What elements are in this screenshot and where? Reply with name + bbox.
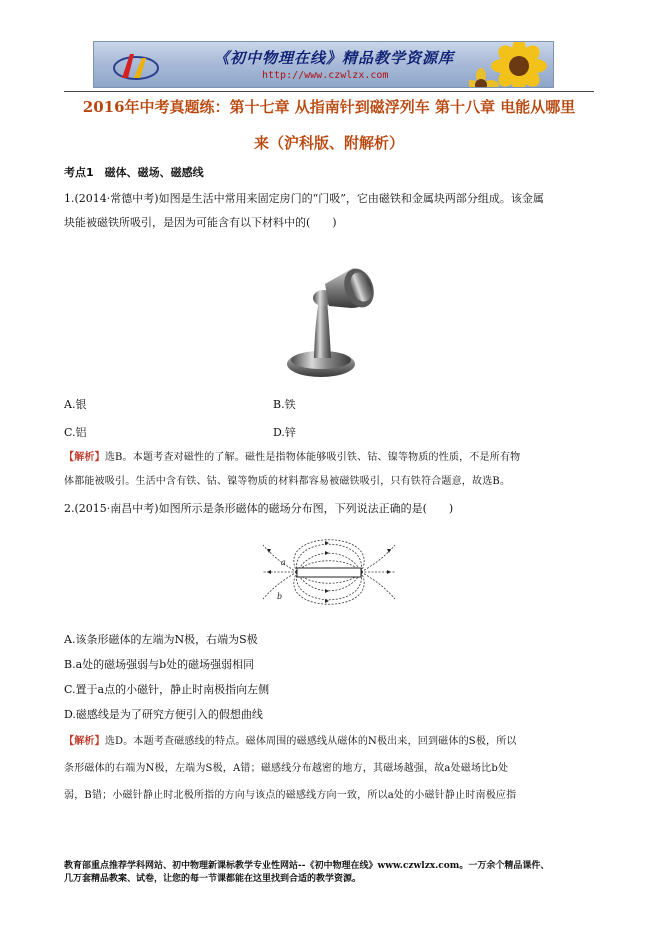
- site-logo-icon: [112, 48, 160, 82]
- q2-analysis-line2: 条形磁体的右端为N极，左端为S极，A错；磁感线分布越密的地方，其磁场越强，故a处磁场比b处: [64, 763, 509, 774]
- q2-analysis-line3: 弱，B错；小磁针静止时北极所指的方向与该点的磁感线方向一致，所以a处的小磁针静止时南极应指: [64, 790, 517, 801]
- q1-stem-line2: 块能被磁铁所吸引，是因为可能含有以下材料中的( ): [64, 216, 337, 229]
- door-stopper-image: [281, 262, 381, 382]
- q2-analysis-tag: 【解析】: [64, 736, 105, 747]
- q1-analysis-text1: 选B。本题考查对磁性的了解。磁性是指物体能够吸引铁、钴、镍等物质的性质，不是所有物: [104, 452, 521, 463]
- label-b: b: [277, 592, 283, 601]
- q1-analysis-line2: 体都能被吸引。生活中含有铁、钴、镍等物质的材料都容易被磁铁吸引，只有铁符合题意，故选B。: [64, 476, 511, 487]
- q1-option-d: D.锌: [273, 426, 296, 439]
- header-divider: [64, 91, 594, 92]
- banner-title: 《初中物理在线》精品教学资源库: [214, 49, 455, 67]
- footer-line2: 几万套精品教案、试卷，让您的每一节课都能在这里找到合适的教学资源。: [64, 874, 362, 884]
- q2-stem: 2.(2015·南昌中考)如图所示是条形磁体的磁场分布图，下列说法正确的是( ): [64, 502, 454, 515]
- q1-option-b: B.铁: [273, 398, 296, 411]
- document-title-line1: 2016年中考真题练：第十七章 从指南针到磁浮列车 第十八章 电能从哪里: [82, 98, 576, 116]
- footer-line1: 教育部重点推荐学科网站、初中物理新课标教学专业性网站--《初中物理在线》www.czwlzx.com。一万余个精品课件、: [64, 861, 550, 871]
- document-title-line2: 来（沪科版、附解析）: [253, 134, 404, 152]
- q2-analysis-text1: 选D。本题考查磁感线的特点。磁体周围的磁感线从磁体的N极出来，回到磁体的S极，所以: [104, 736, 517, 747]
- q2-option-a: A.该条形磁体的左端为N极，右端为S极: [64, 633, 258, 646]
- q1-analysis-tag: 【解析】: [64, 452, 105, 463]
- section-heading: 考点1 磁体、磁场、磁感线: [64, 166, 204, 179]
- page-footer: [64, 860, 604, 886]
- bar-magnet-field-diagram: [259, 527, 399, 617]
- q2-option-c: C.置于a点的小磁针，静止时南极指向左侧: [64, 683, 270, 696]
- q1-option-c: C.铝: [64, 426, 87, 439]
- header-banner: [93, 41, 554, 88]
- q2-option-d: D.磁感线是为了研究方便引入的假想曲线: [64, 708, 263, 721]
- banner-url: http://www.czwlzx.com: [262, 70, 389, 81]
- q1-analysis-line1: [64, 451, 520, 465]
- q1-stem-line1: 1.(2014·常德中考)如图是生活中常用来固定房门的“门吸”，它由磁铁和金属块两部分组成。该金属: [64, 192, 544, 205]
- q1-option-a: A.银: [64, 398, 87, 411]
- label-a: a: [281, 558, 286, 567]
- q2-analysis-line1: [64, 735, 517, 749]
- sunflower-icon: [469, 41, 549, 88]
- q2-option-b: B.a处的磁场强弱与b处的磁场强弱相同: [64, 658, 255, 671]
